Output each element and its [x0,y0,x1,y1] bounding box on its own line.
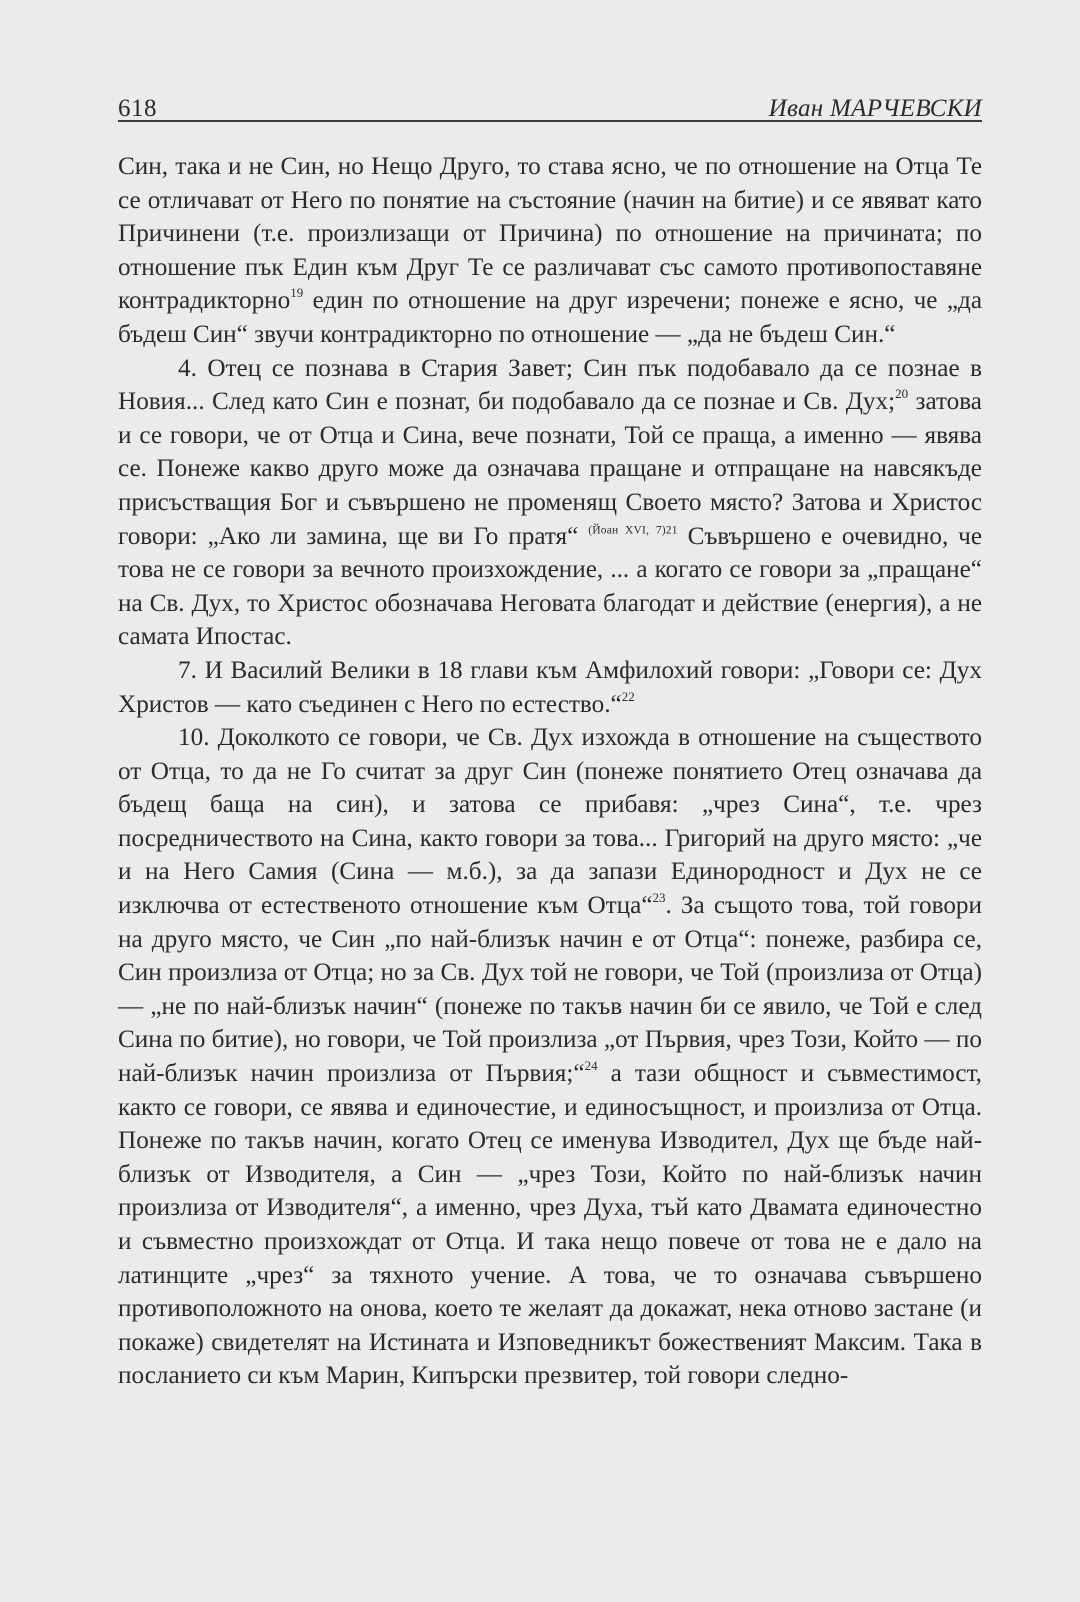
running-head [118,88,982,124]
page-number: 618 [118,95,157,122]
footnote-marker: 20 [895,386,909,402]
running-head-author: Иван МАРЧЕВСКИ [768,95,982,122]
paragraph [118,352,982,654]
header-rule [118,120,982,122]
footnote-marker: 23 [652,890,666,906]
paragraph [118,654,982,721]
text-run: . За същото това, той говори на друго място, че Син „по най-близък начин е от Отца“: понеже, разбира се, Син произлиза от Отца; но за Св. Дух той не говори, че Той (произлиза от Отца) — „не по най-близък начин“ (понеже по такъв начин би се явило, че Той е след Сина по битие), но говори, че Той произлиза „от Първия, чрез Този, Който — по най-близък начин произлиза от Първия;“ [118,892,983,1088]
paragraph [118,150,982,352]
text-run: затова и се говори, че от Отца и Сина, вече познати, Той се праща, а именно — явява се. Понеже какво друго може да означава пращане и отпращане на навсякъде присъстващия Бог и съвършено не променящ Своето място? Затова и Христос говори: „Ако ли замина, ще ви Го пратя“ [118,388,982,550]
body-text [118,150,982,1393]
scripture-reference: (Йоан XVI, 7)21 [588,524,678,537]
paragraph [118,721,982,1393]
footnote-marker: 19 [290,285,304,301]
text-run: 7. И Василий Велики в 18 глави към Амфилохий говори: „Говори се: Дух Христов — като съединен с Него по естество.“ [118,656,982,718]
text-run: Съвършено е очевидно, че това не се говори за вечното произхождение, ... а когато се говори за „пращане“ на Св. Дух, то Христос обозначава Неговата благодат и действие (енергия), а не самата Ипостас. [118,522,982,651]
text-run: Син, така и не Син, но Нещо Друго, то става ясно, че по отношение на Отца Те се отличават от Него по понятие на състояние (начин на битие) и се явяват като Причинени (т.е. произлизащи от Причина) по отношение на причината; по отношение пък Един към Друг Те се различават със самото противопоставяне контрадикторно [118,153,982,315]
text-run: а тази общност и съвместимост, както се говори, се явява и единочестие, и единосъщност, и произлиза от Отца. Понеже по такъв начин, когато Отец се именува Изводител, Дух ще бъде най-близък от Изводителя, а Син — „чрез Този, Който по най-близък начин произлиза от Изводителя“, а именно, чрез Духа, тъй като Двамата единочестно и съвместно произхождат от Отца. И така нещо повече от това не е дало на латинците „чрез“ за тяхното учение. А това, че то означава съвършено противоположното на онова, което те желаят да докажат, нека отново застане (и покаже) свидетелят на Истината и Изповедникът божественият Максим. Така в посланието си към Марин, Кипърски презвитер, той говори следно- [118,1060,982,1390]
text-run: 4. Отец се познава в Стария Завет; Син пък подобавало да се познае в Новия... След като Син е познат, би подобавало да се познае и Св. Дух; [118,354,982,416]
footnote-marker: 22 [621,688,635,704]
footnote-marker: 24 [584,1057,598,1073]
text-run: един по отношение на друг изречени; понеже е ясно, че „да бъдеш Син“ звучи контрадикторно по отношение — „да не бъдеш Син.“ [118,287,982,348]
text-run: 10. Доколкото се говори, че Св. Дух изхожда в отношение на съществото от Отца, то да не Го считат за друг Син (понеже понятието Отец означава да бъдещ баща на син), и затова се прибавя: „чрез Сина“, т.е. чрез посредничеството на Сина, както говори за това... Григорий на друго място: „че и на Него Самия (Сина — м.б.), за да запази Единородност и Дух не се изключва от естественото отношение към Отца“ [118,724,982,920]
